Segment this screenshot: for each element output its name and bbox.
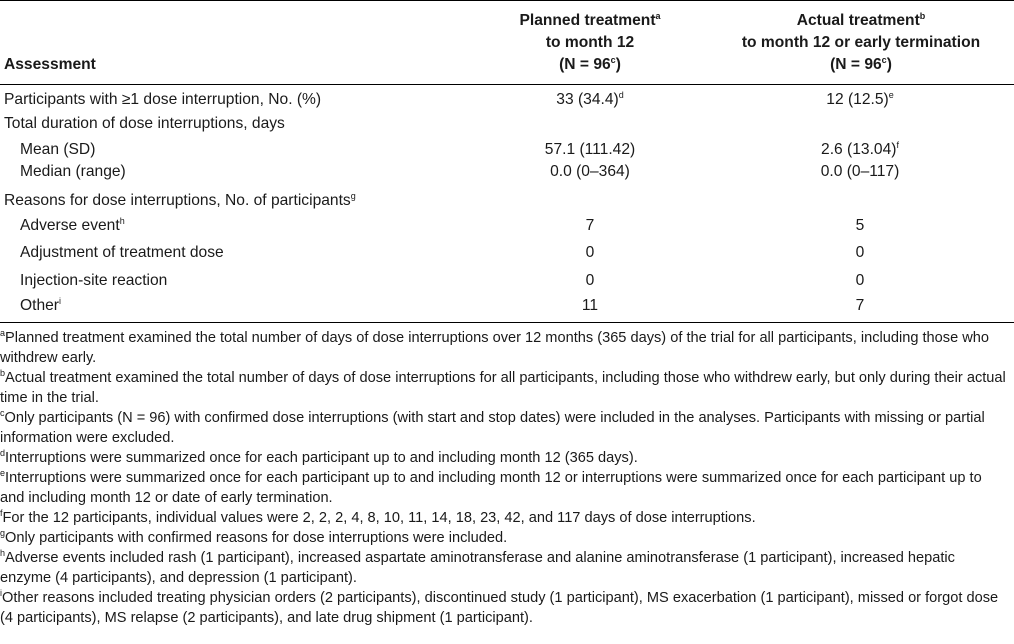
footnote-d: $^d$Interruptions were summarized once for each participant up to and including month 12 (365 days). [0,448,638,466]
header-rule [0,84,1014,85]
table-row [0,294,1014,318]
row-label: Injection-site reaction [20,272,168,289]
table-row [0,189,1014,213]
header-planned-treatment: Planned treatment$^a$ to month 12 $(N = 96^c)$ [519,10,661,73]
row-label: Reasons for dose interruptions, No. of participants$^g$ [4,190,356,209]
row-label: Total duration of dose interruptions, days [4,115,285,132]
footnote-c: $^c$Only participants (N = 96) with confirmed dose interruptions (with start and stop dates) were included in the analyses. Participants with missing or partial information were excluded. [0,408,985,446]
actual-value: 0 [855,244,865,261]
header-actual-treatment: Actual treatment$^b$ to month 12 or early termination $(N = 96^c)$ [741,10,981,73]
footnote-g: $^g$Only participants with confirmed reasons for dose interruptions were included. [0,528,508,546]
footnote-e: $^e$Interruptions were summarized once for each participant up to and including month 12 or interruptions were summarized once for each participant up to and including month 12 or date of early termination. [0,468,982,506]
row-label: Other$^i$ [20,295,61,314]
actual-value: 0 [855,272,865,289]
table-row [0,88,1014,112]
footnote-h: $^h$Adverse events included rash (1 participant), increased aspartate aminotransferase and alanine aminotransferase (1 participant), increased hepatic enzyme (4 participants), and depression (1 participant). [0,548,955,586]
planned-value: 0 [585,244,595,261]
planned-value: 57.1 (111.42) [544,141,636,158]
planned-value: 0.0 (0–364) [550,163,630,180]
top-rule [0,0,1014,1]
header-assessment: Assessment [4,56,96,73]
actual-value: 5 [855,217,865,234]
table-row [0,269,1014,293]
row-label: Adjustment of treatment dose [20,244,224,261]
row-label: Median (range) [20,163,126,180]
row-label: Mean (SD) [20,141,96,158]
planned-value: 33 $(34.4)^d$ [556,89,624,108]
table-row [0,241,1014,265]
table-row [0,214,1014,238]
actual-value: 0.0 (0–117) [820,163,900,180]
footnote-f: $^f$For the 12 participants, individual values were 2, 2, 2, 4, 8, 10, 11, 14, 18, 23, 42, and 117 days of dose interruptions. [0,508,756,526]
planned-value: 11 [581,297,599,314]
actual-value: 12 $(12.5)^e$ [826,89,894,108]
actual-value: 7 [855,297,865,314]
row-label: Adverse event$^h$ [20,215,125,234]
footnote-i: $^i$Other reasons included treating physician orders (2 participants), discontinued study (1 participant), MS exacerbation (1 participant), missed or forgot dose (4 participants), MS relapse (2 participants), and late drug shipment (1 participant). [0,588,999,626]
table-row [0,138,1014,162]
footnote-b: $^b$Actual treatment examined the total number of days of dose interruptions for all participants, including those who withdrew early, but only during their actual time in the trial. [0,368,1006,406]
row-label: Participants with ≥1 dose interruption, No. (%) [4,91,322,108]
table-row [0,160,1014,184]
table-row [0,112,1014,136]
actual-value: 2.6 $(13.04)^f$ [821,139,899,158]
planned-value: 0 [585,272,595,289]
footnotes [0,328,1010,628]
planned-value: 7 [585,217,595,234]
footnote-a: $^a$Planned treatment examined the total number of days of dose interruptions over 12 months (365 days) of the trial for all participants, including those who withdrew early. [0,328,990,366]
bottom-rule [0,322,1014,323]
